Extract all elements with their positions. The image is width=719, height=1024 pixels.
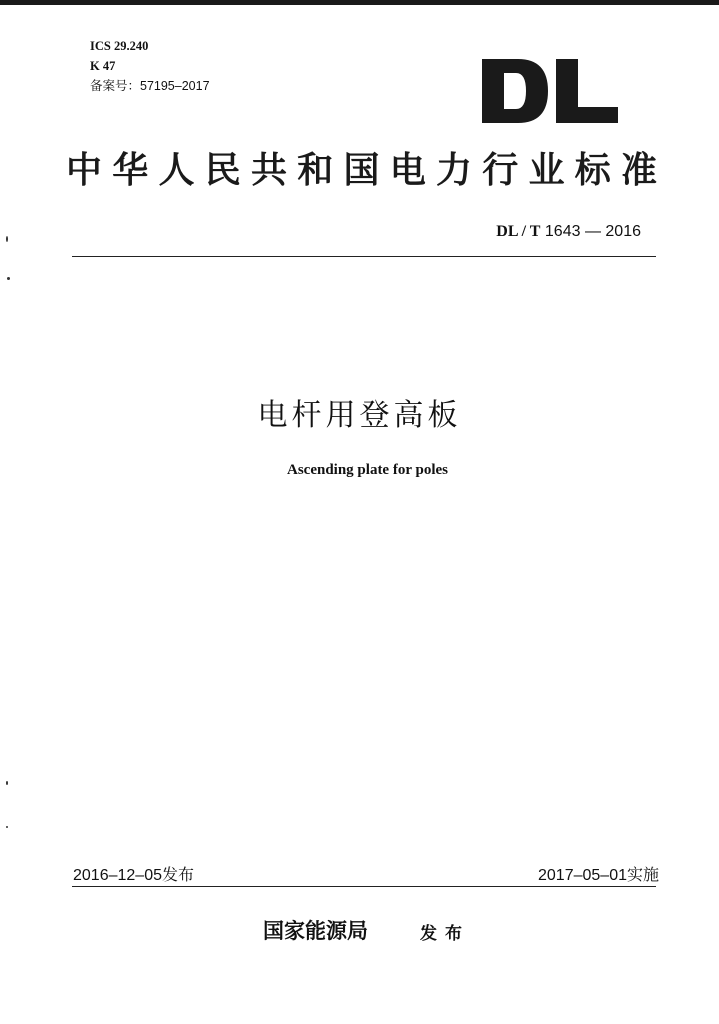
standard-prefix: DL / T	[496, 223, 541, 240]
standard-year: 2016	[605, 223, 641, 240]
category-code: K 47	[90, 59, 116, 73]
organization-standard-title: 中华人民共和国电力行业标准	[66, 149, 660, 191]
top-border	[0, 0, 719, 5]
ics-code: ICS 29.240	[90, 39, 149, 53]
top-divider	[72, 256, 656, 257]
document-title-chinese: 电杆用登高板	[257, 398, 462, 433]
standard-code: 1643	[544, 223, 581, 240]
issue-label: 发布	[420, 924, 470, 944]
bottom-divider	[72, 886, 656, 887]
document-title-english: Ascending plate for poles	[287, 462, 448, 478]
scan-speck	[7, 277, 10, 280]
issuing-authority: 国家能源局	[263, 918, 368, 943]
scan-speck	[6, 781, 8, 785]
scan-speck	[6, 826, 8, 828]
filing-number: 备案号：57195–2017	[90, 79, 210, 93]
scan-speck	[6, 236, 8, 242]
effective-date: 2017–05–01实施	[538, 867, 659, 884]
dl-logo	[480, 57, 620, 125]
standard-separator: —	[584, 223, 601, 240]
standard-number	[496, 223, 641, 241]
release-date: 2016–12–05发布	[73, 867, 194, 884]
classification-block	[90, 36, 210, 96]
